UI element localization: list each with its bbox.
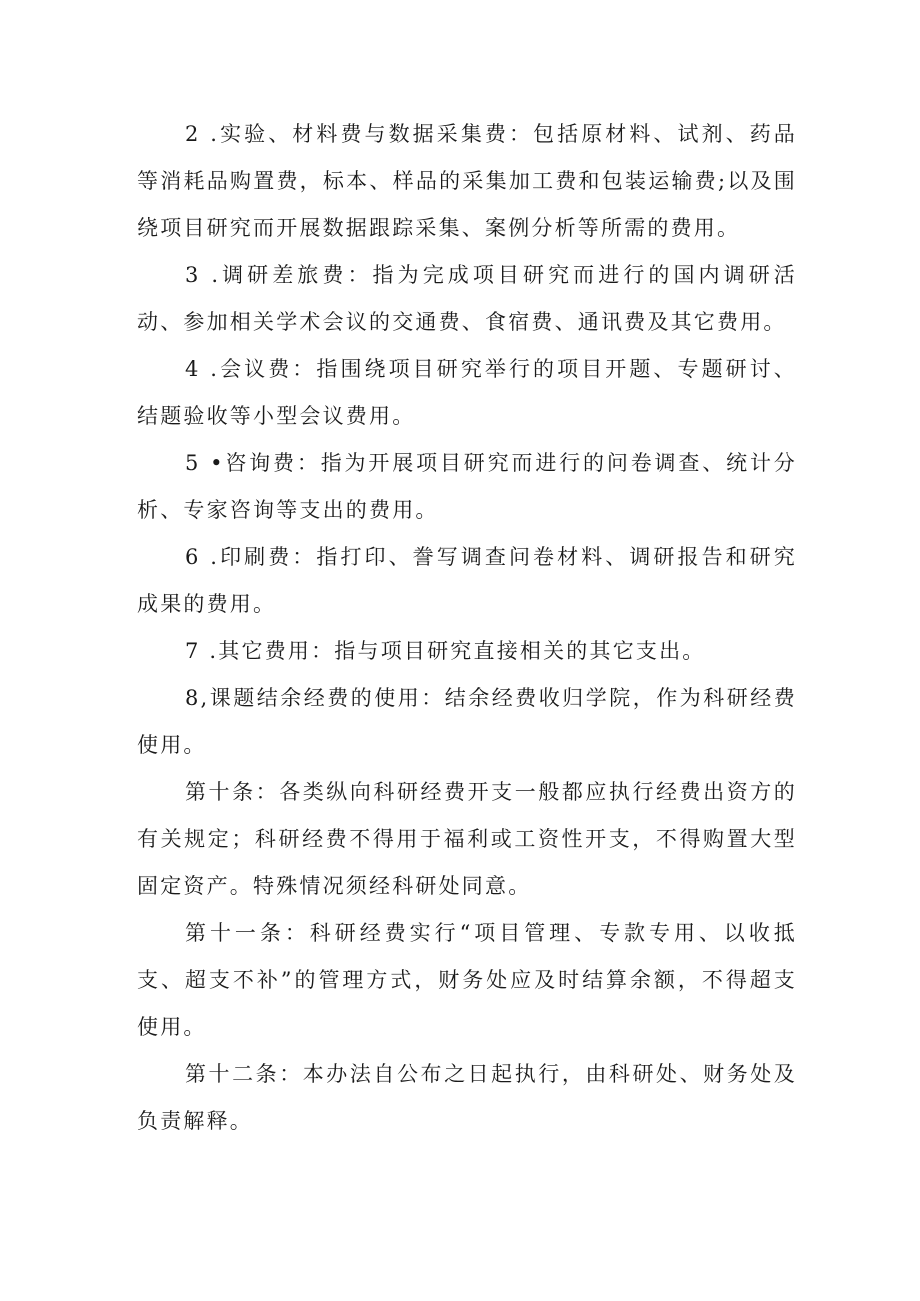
paragraph-item-5-consulting-fee: 5 •咨询费：指为开展项目研究而进行的问卷调查、统计分析、专家咨询等支出的费用。: [137, 451, 797, 522]
paragraph-item-2-materials-fee: 2 .实验、材料费与数据采集费：包括原材料、试剂、药品等消耗品购置费，标本、样品的采集加工费和包装运输费;以及围绕项目研究而开展数据跟踪采集、案例分析等所需的费用。: [137, 122, 797, 240]
document-page: [137, 111, 797, 1145]
paragraph-item-4-meeting-fee: 4 .会议费：指围绕项目研究举行的项目开题、专题研讨、结题验收等小型会议费用。: [137, 357, 797, 428]
paragraph-article-12: 第十二条：本办法自公布之日起执行，由科研处、财务处及负责解释。: [137, 1062, 797, 1133]
paragraph-item-3-travel-fee: 3 .调研差旅费：指为完成项目研究而进行的国内调研活动、参加相关学术会议的交通费、食宿费、通讯费及其它费用。: [137, 263, 797, 334]
paragraph-item-6-printing-fee: 6 .印刷费：指打印、誊写调查问卷材料、调研报告和研究成果的费用。: [137, 545, 797, 616]
paragraph-article-10: 第十条：各类纵向科研经费开支一般都应执行经费出资方的有关规定；科研经费不得用于福利或工资性开支，不得购置大型固定资产。特殊情况须经科研处同意。: [137, 780, 797, 898]
paragraph-item-8-surplus-funds: 8,课题结余经费的使用：结余经费收归学院，作为科研经费使用。: [137, 686, 797, 757]
paragraph-item-7-other-fees: 7 .其它费用：指与项目研究直接相关的其它支出。: [185, 639, 706, 663]
paragraph-article-11: 第十一条：科研经费实行“项目管理、专款专用、以收抵支、超支不补”的管理方式，财务处应及时结算余额，不得超支使用。: [137, 921, 797, 1039]
